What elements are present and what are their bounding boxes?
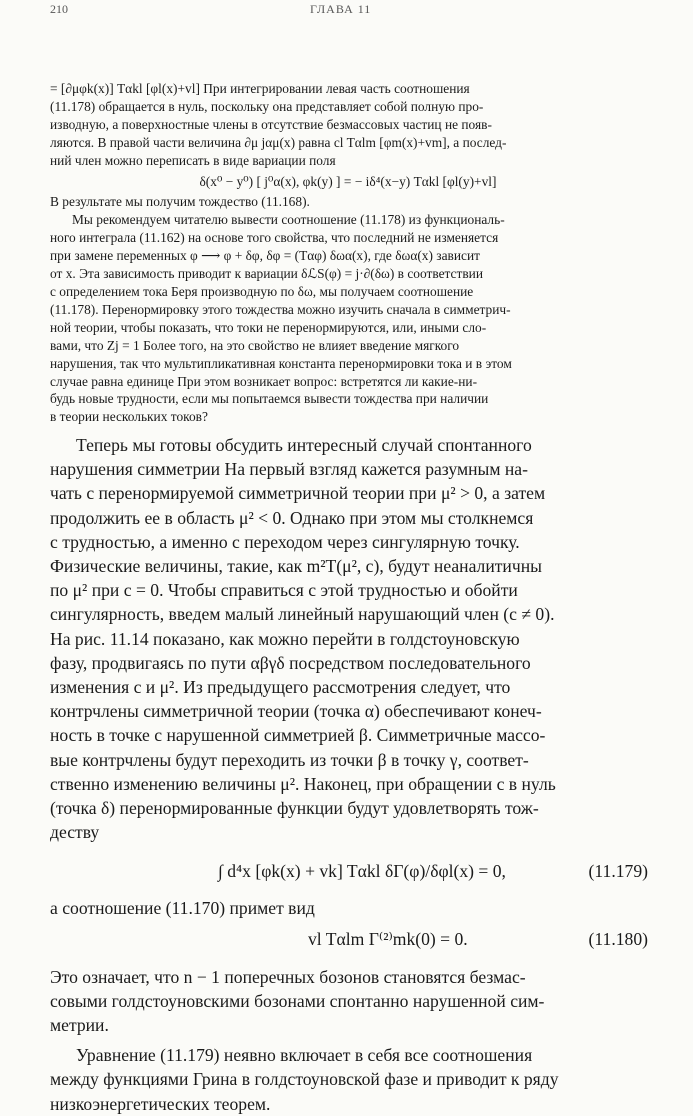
text-line: сингулярность, введем малый линейный нарушающий член (c ≠ 0).: [50, 604, 555, 625]
equation-lead-in: а соотношение (11.170) примет вид: [50, 898, 315, 919]
text-line: низкоэнергетических теорем.: [50, 1093, 271, 1114]
text-line: = [∂μφk(x)] Tαkl [φl(x)+vl] При интегрировании левая часть соотношения: [50, 81, 470, 96]
text-line: ственно изменению величины μ². Наконец, при обращении c в нуль: [50, 773, 556, 794]
text-line: нарушения симметрии На первый взгляд кажется разумным на-: [50, 459, 528, 480]
equation-number: (11.180): [588, 928, 648, 949]
equation-expression: vl Tαlm Γ⁽²⁾mk(0) = 0.: [308, 928, 468, 949]
text-line: (11.178). Перенормировку этого тождества можно изучить сначала в симметрич-: [50, 301, 511, 317]
equation-expression: ∫ d⁴x [φk(x) + vk] Tαkl δΓ(φ)/δφl(x) = 0,: [218, 861, 506, 882]
current-variation-formula: δ(x⁰ − y⁰) [ j⁰α(x), φk(y) ] = − iδ⁴(x−y) Tαkl [φl(y)+vl]: [199, 173, 497, 189]
text-line: деству: [50, 822, 100, 843]
text-line: (точка δ) перенормированные функции будут удовлетворять тож-: [50, 798, 539, 819]
text-line: Теперь мы готовы обсудить интересный случай спонтанного: [76, 435, 532, 455]
text-line: фазу, продвигаясь по пути αβγδ посредством последовательного: [50, 652, 531, 673]
text-line: Уравнение (11.179) неявно включает в себя все соотношения: [76, 1045, 533, 1066]
text-line: продолжить ее в область μ² < 0. Однако при этом мы столкнемся: [50, 507, 534, 528]
text-line: с определением тока Беря производную по δω, мы получаем соотношение: [50, 283, 474, 299]
small-print-block: [50, 80, 646, 426]
main-paragraph-2: [50, 965, 648, 1038]
text-line: изменения c и μ². Из предыдущего рассмотрения следует, что: [50, 677, 511, 698]
text-line: ляются. В правой части величина ∂μ jαμ(x) равна cl Tαlm [φm(x)+vm], а послед-: [50, 134, 507, 150]
text-line: будь новые трудности, если мы попытаемся вывести тождества при наличии: [50, 391, 489, 407]
small-paragraph-1: [50, 80, 646, 170]
chapter-label: ГЛАВА 11: [310, 2, 372, 16]
text-line: случае равна единице При этом возникает вопрос: встретятся ли какие-ни-: [50, 373, 478, 389]
text-line: при замене переменных φ ⟶ φ + δφ, δφ = (Tαφ) δωα(x), где δωα(x) зависит: [50, 248, 480, 264]
equation-11-180: [50, 921, 648, 957]
equation-11-179: [50, 850, 648, 892]
text-line: контрчлены симметричной теории (точка α) обеспечивают конеч-: [50, 701, 542, 722]
text-line: чать с перенормируемой симметричной теории при μ² > 0, а затем: [50, 483, 546, 504]
text-line: по μ² при c = 0. Чтобы справиться с этой трудностью и обойти: [50, 580, 518, 601]
small-paragraph-2: В результате мы получим тождество (11.168).: [50, 194, 310, 210]
small-paragraph-3: [50, 211, 646, 426]
main-paragraph-3: [50, 1043, 648, 1116]
text-line: вами, что Zj = 1 Более того, на это свойство не влияет введение мягкого: [50, 337, 460, 353]
text-line: совыми голдстоуновскими бозонами спонтанно нарушенной сим-: [50, 990, 545, 1011]
text-line: нарушения, так что мультипликативная константа перенормировки тока и в этом: [50, 355, 512, 371]
text-line: от x. Эта зависимость приводит к вариации δℒS(φ) = j·∂(δω) в соответствии: [50, 266, 483, 282]
page-number: 210: [50, 2, 68, 16]
text-line: ний член можно переписать в виде вариации поля: [50, 152, 336, 168]
text-line: с трудностью, а именно с переходом через сингулярную точку.: [50, 531, 520, 552]
text-line: На рис. 11.14 показано, как можно перейти в голдстоуновскую: [50, 628, 520, 649]
text-line: ного интеграла (11.162) на основе того свойства, что последний не изменяется: [50, 230, 499, 246]
main-paragraph-1: [50, 433, 648, 844]
text-line: метрии.: [50, 1015, 109, 1036]
text-line: (11.178) обращается в нуль, поскольку она представляет собой полную про-: [50, 98, 484, 114]
text-line: ной теории, чтобы показать, что токи не перенормируются, или, иными сло-: [50, 319, 487, 335]
running-head: [50, 2, 653, 16]
text-line: Физические величины, такие, как m²T(μ², c), будут неаналитичны: [50, 556, 542, 577]
text-line: Мы рекомендуем читателю вывести соотношение (11.178) из функциональ-: [72, 212, 505, 228]
text-line: ность в точке с нарушенной симметрией β. Симметричные массо-: [50, 725, 546, 746]
text-line: вые контрчлены будут переходить из точки β в точку γ, соответ-: [50, 749, 529, 770]
text-line: Это означает, что n − 1 поперечных бозонов становятся безмас-: [50, 966, 526, 987]
equation-number: (11.179): [588, 861, 648, 882]
text-line: изводную, а поверхностные члены в отсутствие безмассовых частиц не появ-: [50, 116, 492, 132]
main-text-block: [50, 433, 648, 1116]
text-line: между функциями Грина в голдстоуновской фазе и приводит к ряду: [50, 1069, 559, 1090]
text-line: в теории нескольких токов?: [50, 409, 208, 425]
